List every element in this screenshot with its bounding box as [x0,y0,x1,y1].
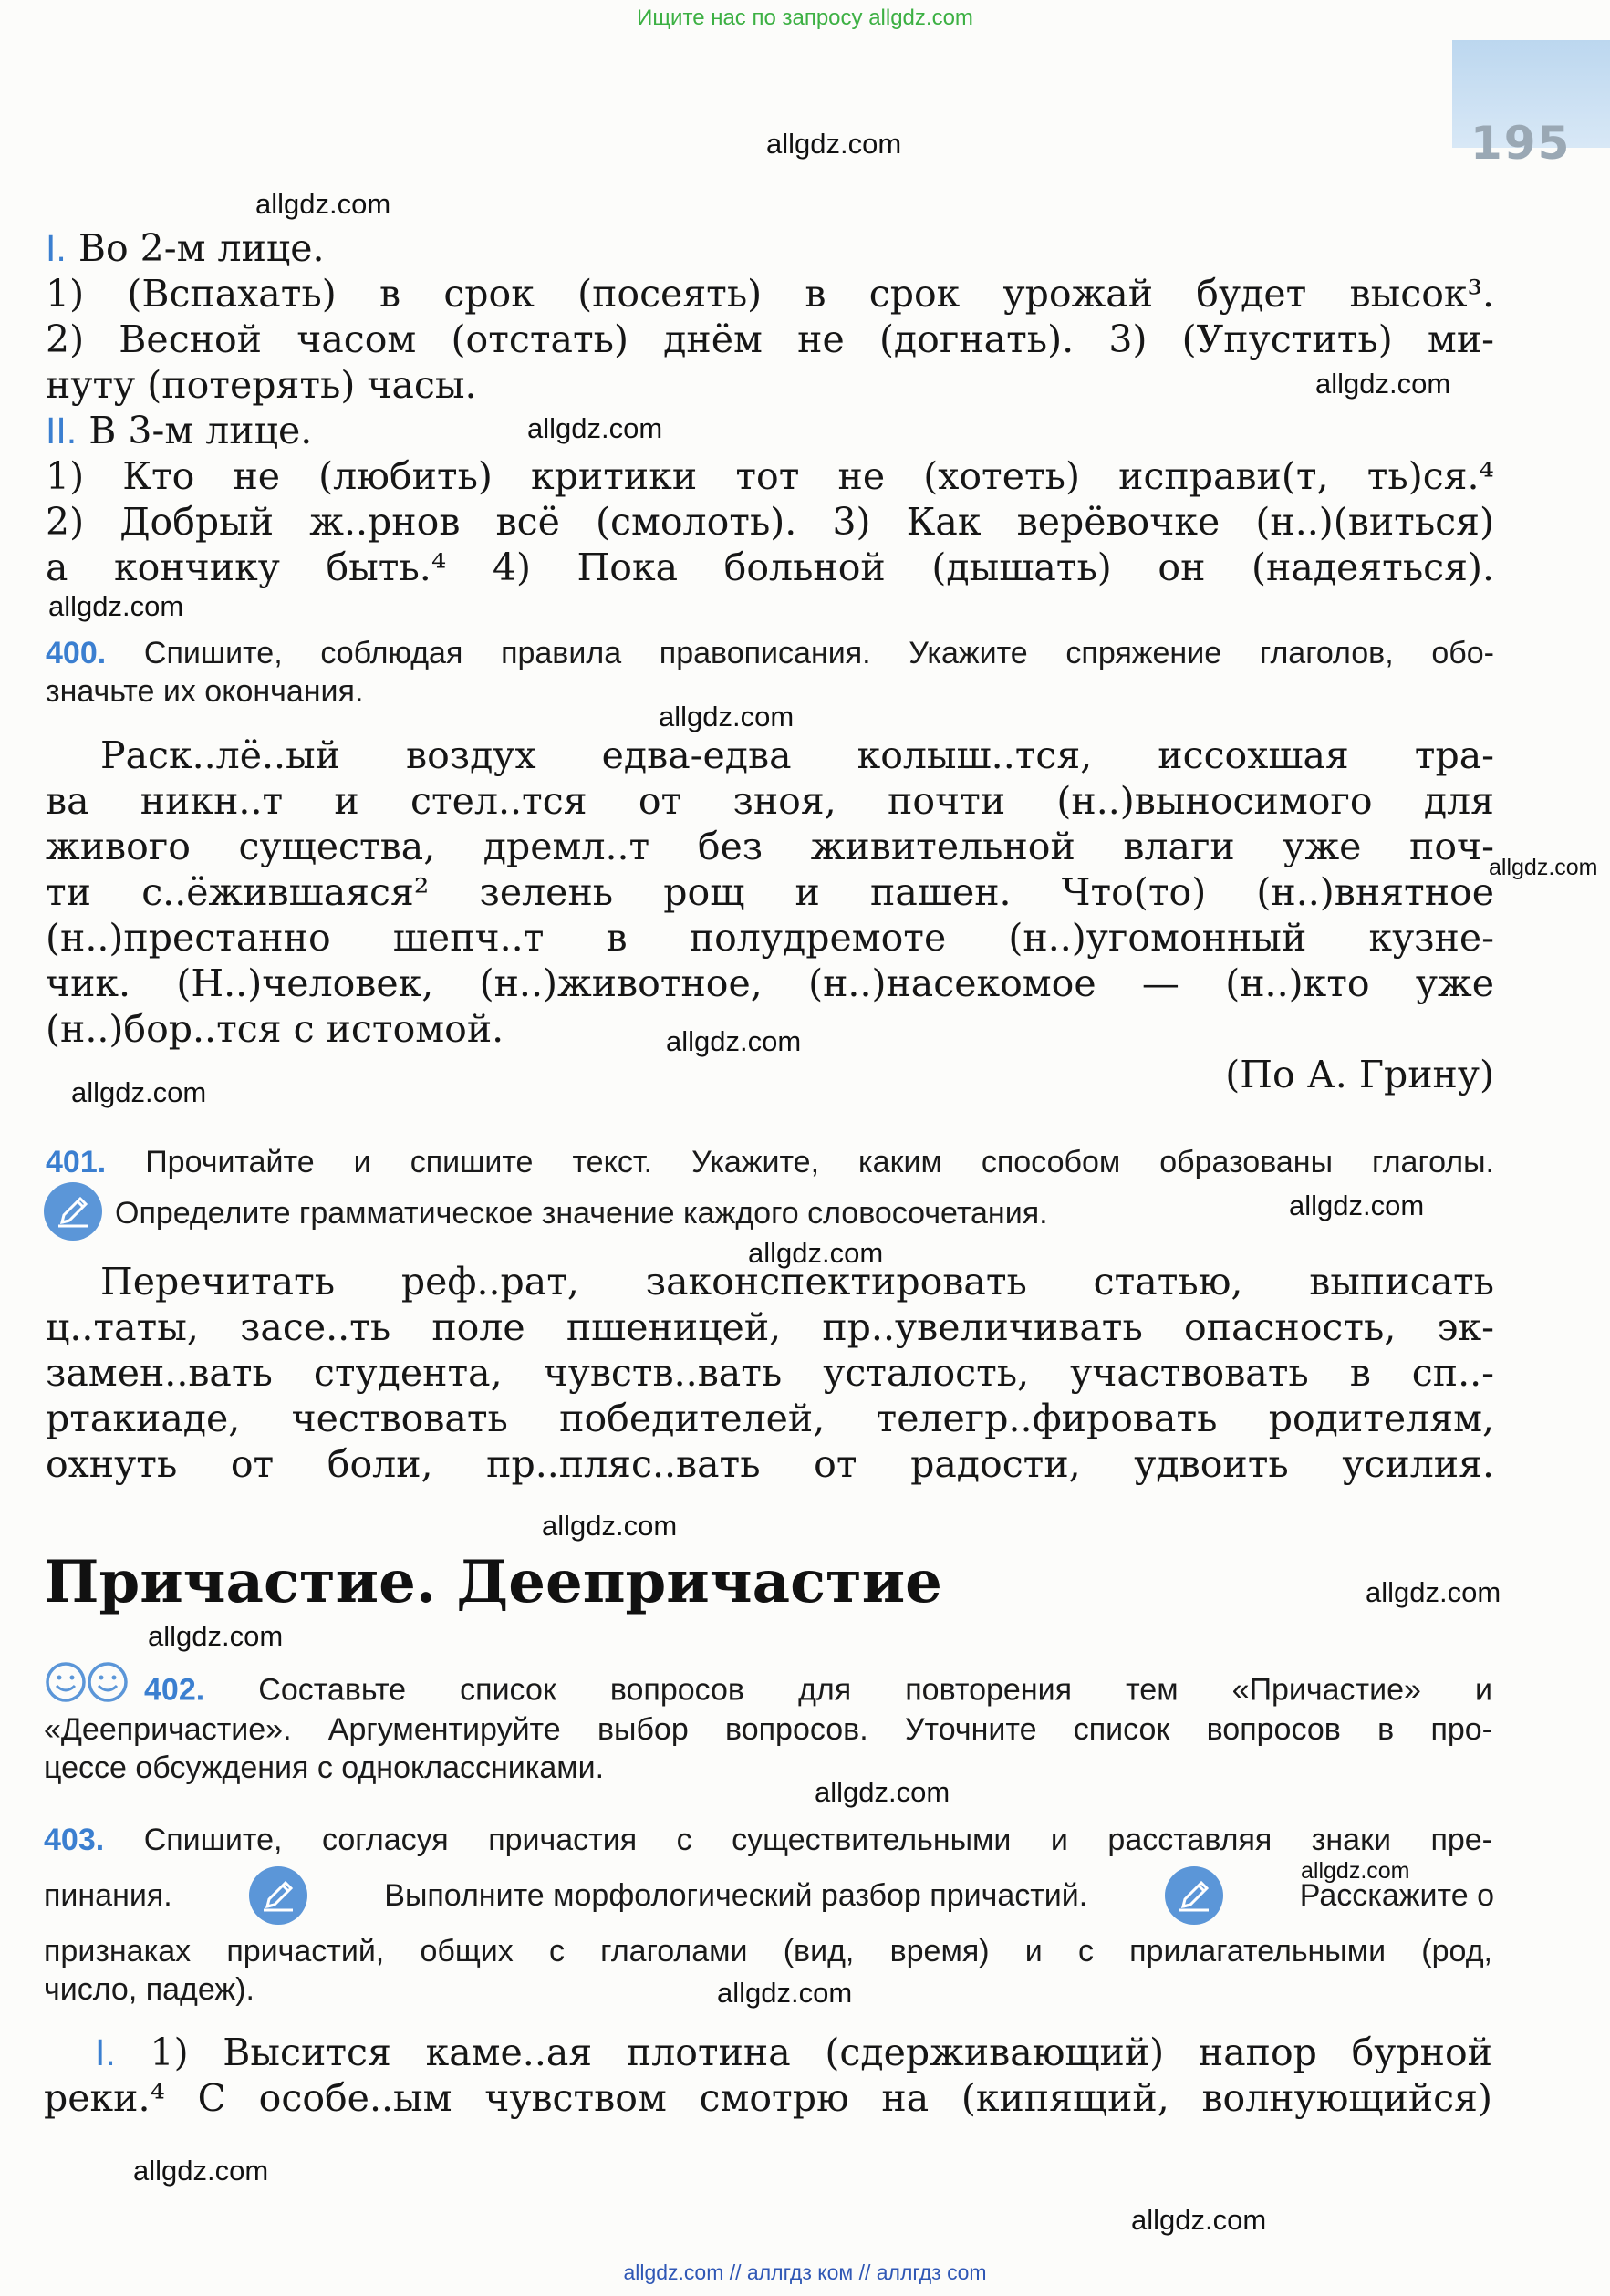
task-prev-block [46,225,1494,590]
roman-numeral: I. [46,227,67,269]
task-number: 403. [44,1823,105,1857]
task-number: 401. [46,1145,107,1179]
watermark: allgdz.com [666,1025,802,1057]
text-line: Перечитать реф..рат, законспектировать статью, выписать [100,1260,1494,1304]
watermark: allgdz.com [148,1620,284,1652]
instruction-line: значьте их окончания. [46,674,364,709]
task-401-instruction-2 [44,1184,1492,1242]
text-line: ц..таты, засе..ть поле пшеницей, пр..увеличивать опасность, эк- [46,1305,1494,1349]
roman-numeral: II. [46,410,78,452]
text-line: Раск..лё..ый воздух едва-едва колыш..тся, иссохшая тра- [100,733,1494,777]
instruction-fragment: пинания. [44,1877,172,1913]
watermark: allgdz.com [255,188,391,220]
top-search-hint: Ищите нас по запросу allgdz.com [637,5,973,30]
task-403-line-2 [44,1866,1494,1925]
watermark: allgdz.com [1289,1190,1425,1221]
task-403-cont [44,1932,1492,2009]
part-title: В 3-м лице. [77,409,313,452]
watermark: allgdz.com [815,1776,950,1808]
text-line: живого существа, дремл..т без живительной влаги уже поч- [46,825,1494,868]
instruction-fragment: Выполните морфологический разбор причастий. [384,1877,1088,1913]
part-heading [46,408,1494,453]
watermark: allgdz.com [1131,2204,1267,2236]
watermark: allgdz.com [71,1076,207,1108]
instruction-line: 401. Прочитайте и спишите текст. Укажите, каким способом образованы глаголы. [46,1145,1494,1179]
task-403-text [44,2030,1492,2121]
instruction-line: 403. Спишите, согласуя причастия с существительными и расставляя знаки пре- [44,1823,1492,1857]
task-403 [44,1821,1492,1859]
instruction-line: 400. Спишите, соблюдая правила правописания. Укажите спряжение глаголов, обо- [46,636,1494,670]
text-line: нуту (потерять) часы. [46,363,477,407]
pencil-icon [1165,1866,1223,1925]
watermark: allgdz.com [527,412,663,444]
text-line: (н..)престанно шепч..т в полудремоте (н..)угомонный кузне- [46,916,1494,960]
instruction-line: признаках причастий, общих с глаголами (вид, время) и с прилагательными (род, [44,1934,1492,1969]
watermark: allgdz.com [542,1510,678,1542]
task-400-text [46,732,1494,1097]
task-number: 400. [46,636,107,670]
text-line: замен..вать студента, чувств..вать усталость, участвовать в сп..- [46,1351,1494,1395]
text-line: ртакиаде, чествовать победителей, телегр..фировать родителям, [46,1397,1494,1440]
section-title: Причастие. Деепричастие [44,1548,942,1616]
task-401-instruction [46,1143,1494,1181]
text-line: I. 1) Высится каме..ая плотина (сдерживающий) напор бурной [95,2031,1492,2074]
watermark: allgdz.com [1366,1576,1501,1608]
instruction-line: 402. Составьте список вопросов для повторения тем «Причастие» и [44,1663,1492,1710]
task-400-instruction [46,634,1494,711]
watermark: allgdz.com [1301,1858,1410,1884]
watermark: allgdz.com [1489,855,1598,880]
text-line: ти с..ёжившаяся² зелень рощ и пашен. Что(то) (н..)внятное [46,870,1494,914]
pencil-icon [44,1182,102,1241]
watermark: allgdz.com [1315,368,1451,400]
instruction-fragment: Расскажите о [1299,1877,1494,1913]
pair-work-icon [44,1660,131,1718]
text-line: 1) Кто не (любить) критики тот не (хотеть) исправи(т, ть)ся.⁴ [46,454,1494,498]
text-line: а кончику быть.⁴ 4) Пока больной (дышать) он (надеяться). [46,545,1494,589]
text-line: 2) Добрый ж..рнов всё (смолоть). 3) Как верёвочке (н..)(виться) [46,500,1494,544]
part-title: Во 2-м лице. [66,226,325,270]
task-402 [44,1663,1492,1787]
pencil-icon [249,1866,307,1925]
instruction-line: число, падеж). [44,1972,254,2007]
text-line: 2) Весной часом (отстать) днём не (догнать). 3) (Упустить) ми- [46,317,1494,361]
footer-links: allgdz.com // аллгдз ком // аллгдз com [623,2260,987,2284]
text-line: реки.⁴ С особе..ым чувством смотрю на (кипящий, волнующийся) [44,2076,1492,2120]
task-number: 402. [144,1672,205,1708]
watermark: allgdz.com [133,2155,269,2187]
instruction-line: «Деепричастие». Аргументируйте выбор вопросов. Уточните список вопросов в про- [44,1712,1492,1747]
text-line: чик. (Н..)человек, (н..)животное, (н..)насекомое — (н..)кто уже [46,961,1494,1005]
text-line: 1) (Вспахать) в срок (посеять) в срок урожай будет высок³. [46,272,1494,316]
instruction-line: Определите грамматическое значение каждого словосочетания. [44,1184,1492,1242]
text-line: ва никн..т и стел..тся от зноя, почти (н..)выносимого для [46,779,1494,823]
part-heading [46,225,1494,271]
watermark: allgdz.com [766,128,902,160]
watermark: allgdz.com [748,1237,884,1269]
watermark: allgdz.com [48,590,184,622]
watermark: allgdz.com [659,701,795,732]
author-attribution: (По А. Грину) [1225,1053,1494,1096]
watermark: allgdz.com [717,1977,853,2009]
page-number: 195 [1470,117,1572,170]
text-line: (н..)бор..тся с истомой. [46,1007,504,1051]
roman-numeral: I. [95,2031,116,2073]
instruction-line: цессе обсуждения с одноклассниками. [44,1751,605,1785]
task-401-text [46,1259,1494,1487]
text-line: охнуть от боли, пр..пляс..вать от радости, удвоить усилия. [46,1442,1494,1486]
